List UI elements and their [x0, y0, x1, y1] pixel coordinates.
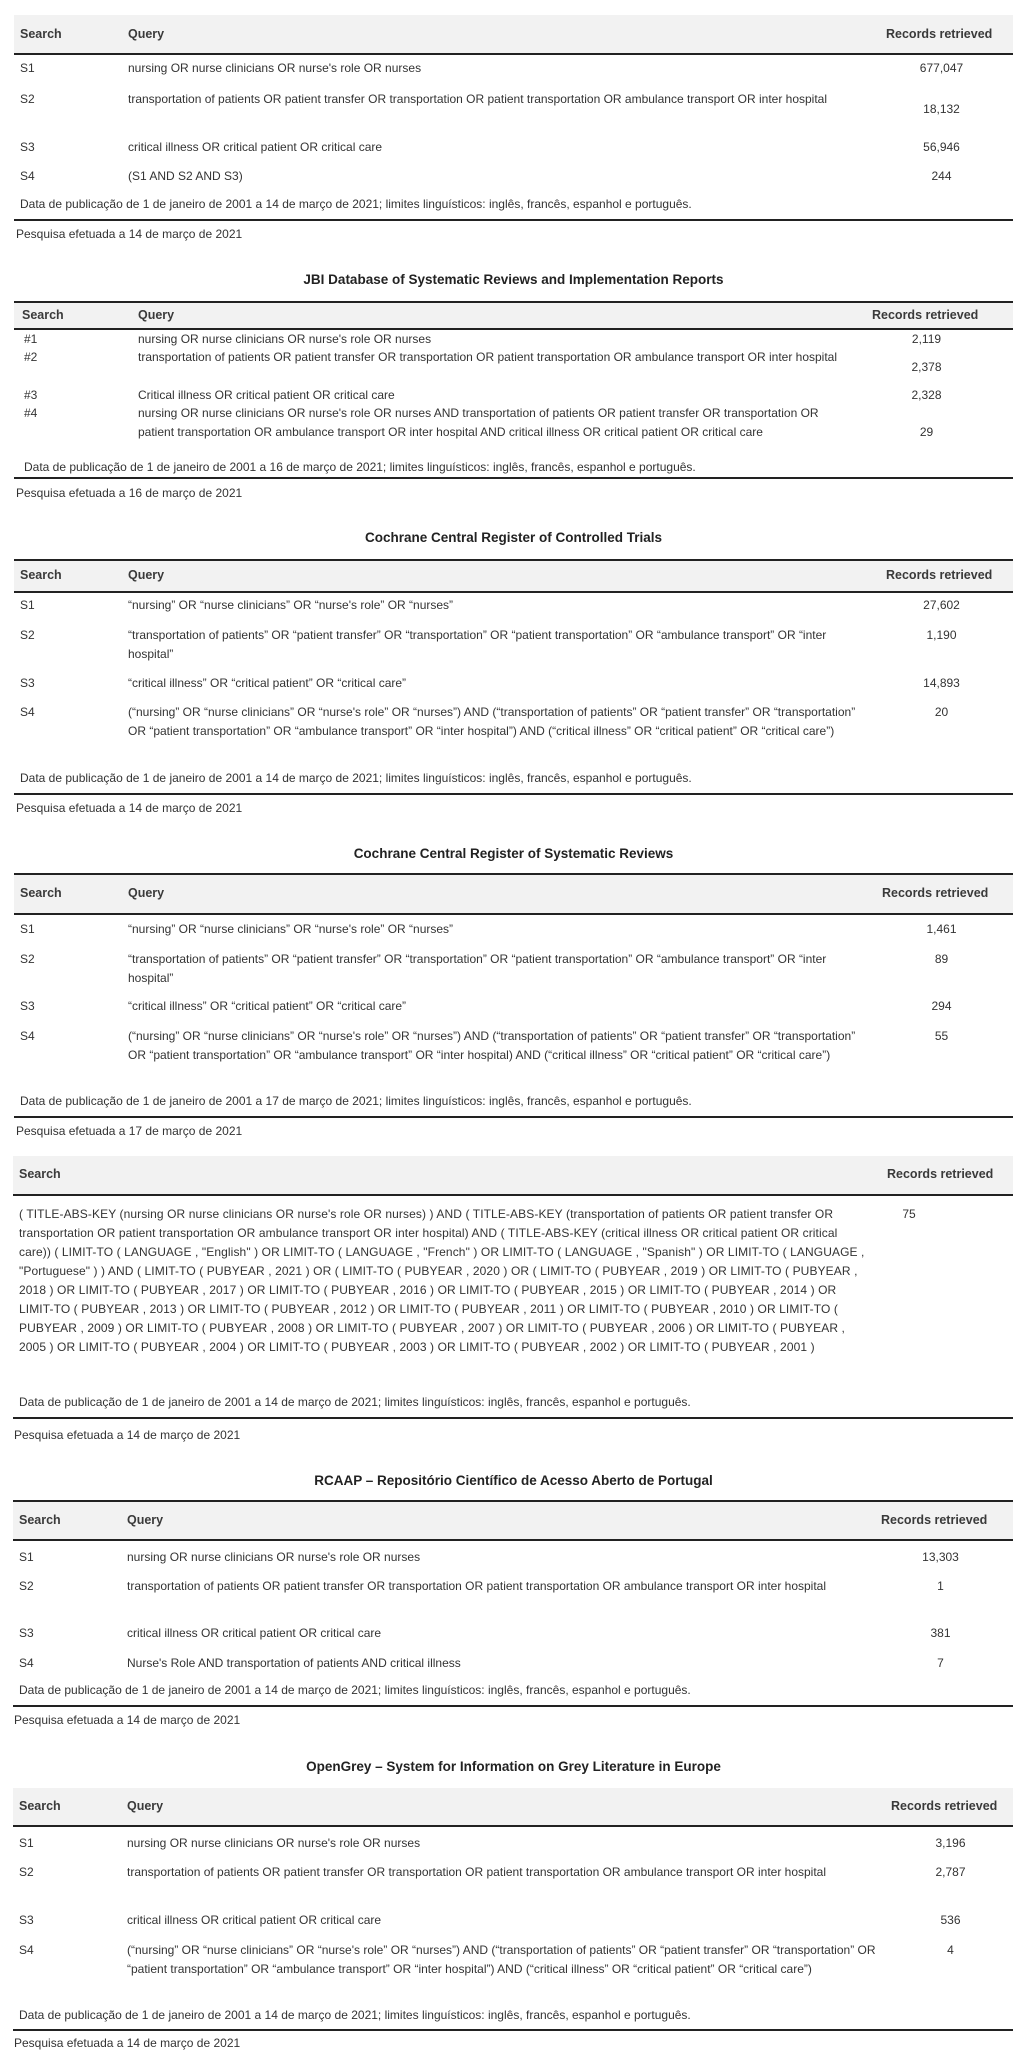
- header-search: Search: [20, 27, 62, 41]
- cell-search: #3: [24, 388, 38, 402]
- header-query: Query: [128, 886, 165, 900]
- cell-query: (S1 AND S2 AND S3): [128, 169, 243, 183]
- cell-records: 2,328: [911, 388, 942, 402]
- cell-records: 2,378: [911, 360, 942, 374]
- cell-query: critical illness OR critical patient OR critical care: [127, 1626, 382, 1640]
- cell-search: S3: [20, 999, 35, 1013]
- cell-query: nursing OR nurse clinicians OR nurse's role OR nurses: [127, 1836, 421, 1850]
- cell-records: 1,461: [926, 922, 957, 936]
- table-note: Data de publicação de 1 de janeiro de 2001 a 17 de março de 2021; limites linguísticos: inglês, francês, espanhol e português.: [20, 1094, 692, 1108]
- cell-search: S4: [19, 1943, 34, 1957]
- table-note: Data de publicação de 1 de janeiro de 2001 a 14 de março de 2021; limites linguísticos: inglês, francês, espanhol e português.: [19, 1395, 691, 1409]
- cell-query: “critical illness” OR “critical patient” OR “critical care”: [128, 676, 407, 690]
- cell-search: S1: [20, 922, 35, 936]
- cell-query: (“nursing” OR “nurse clinicians” OR “nurse's role” OR “nurses”) AND (“transportation of patients” OR “patient transfer” OR “transportation” OR “patient transportation” OR “ambulance transport” OR “inter hospital”) AND (“critical illness” OR “critical patient” OR “critical care”): [127, 1943, 876, 1976]
- search-date: Pesquisa efetuada a 17 de março de 2021: [16, 1124, 243, 1138]
- cell-search: S2: [20, 92, 35, 106]
- search-date: Pesquisa efetuada a 16 de março de 2021: [16, 486, 243, 500]
- cell-query: nursing OR nurse clinicians OR nurse's role OR nurses: [127, 1550, 421, 1564]
- table-note: Data de publicação de 1 de janeiro de 2001 a 14 de março de 2021; limites linguísticos: inglês, francês, espanhol e português.: [19, 1683, 691, 1697]
- cell-query: Nurse's Role AND transportation of patients AND critical illness: [127, 1656, 461, 1670]
- cell-search: #2: [24, 350, 38, 364]
- table-header: [14, 875, 1013, 915]
- cell-query: critical illness OR critical patient OR critical care: [128, 140, 383, 154]
- cell-search: #4: [24, 406, 38, 420]
- cell-records: 677,047: [919, 61, 964, 75]
- search-date: Pesquisa efetuada a 14 de março de 2021: [14, 1428, 241, 1442]
- cell-records: 1,190: [926, 628, 957, 642]
- table-bottom-border: [13, 1417, 1013, 1419]
- search-date: Pesquisa efetuada a 14 de março de 2021: [16, 227, 243, 241]
- header-query: Query: [128, 27, 165, 41]
- cell-records: 3,196: [935, 1836, 966, 1850]
- table-note: Data de publicação de 1 de janeiro de 2001 a 16 de março de 2021; limites linguísticos: inglês, francês, espanhol e português.: [24, 460, 696, 474]
- header-search: Search: [20, 568, 62, 582]
- cell-records: 13,303: [922, 1550, 959, 1564]
- cell-records: 56,946: [923, 140, 960, 154]
- cell-records: 2,787: [935, 1865, 966, 1879]
- table-header: [14, 561, 1013, 593]
- cell-search: S1: [20, 598, 35, 612]
- cell-records: 89: [934, 952, 949, 966]
- table-header: [14, 15, 1013, 55]
- table-title: Cochrane Central Register of Controlled Trials: [364, 530, 663, 545]
- cell-search: S3: [20, 140, 35, 154]
- cell-query: (“nursing” OR “nurse clinicians” OR “nurse's role” OR “nurses”) AND (“transportation of patients” OR “patient transfer” OR “transportation” OR “patient transportation” OR “ambulance transport” OR “inter hospital) AND (“critical illness” OR “critical patient” OR “critical care”): [128, 1029, 856, 1062]
- table-bottom-border: [13, 1705, 1013, 1707]
- table-header: [13, 1502, 1013, 1541]
- cell-query: “nursing” OR “nurse clinicians” OR “nurse's role” OR “nurses”: [128, 598, 454, 612]
- cell-query: (“nursing” OR “nurse clinicians” OR “nurse's role” OR “nurses”) AND (“transportation of patients” OR “patient transfer” OR “transportation” OR “patient transportation” OR “ambulance transport” OR “inter hospital”) AND (“critical illness” OR “critical patient” OR “critical care”): [128, 705, 856, 738]
- header-search: Search: [20, 886, 62, 900]
- table-bottom-border: [13, 2029, 1013, 2031]
- cell-records: 2,119: [911, 332, 942, 346]
- cell-search: S2: [19, 1579, 34, 1593]
- table-title: Cochrane Central Register of Systematic Reviews: [353, 846, 674, 861]
- header-records: Records retrieved: [882, 886, 989, 900]
- cell-query: “nursing” OR “nurse clinicians” OR “nurse's role” OR “nurses”: [128, 922, 454, 936]
- table-body: [14, 15, 1013, 55]
- cell-search: #1: [24, 332, 38, 346]
- cell-search: S1: [20, 61, 35, 75]
- header-query: Query: [128, 568, 165, 582]
- table-header: [14, 303, 1013, 330]
- header-records: Records retrieved: [887, 1167, 994, 1181]
- table-note: Data de publicação de 1 de janeiro de 2001 a 14 de março de 2021; limites linguísticos: inglês, francês, espanhol e português.: [20, 197, 692, 211]
- table-header: [13, 1156, 1013, 1196]
- cell-query: critical illness OR critical patient OR critical care: [127, 1913, 382, 1927]
- cell-records: 18,132: [923, 102, 960, 116]
- cell-search: S3: [20, 676, 35, 690]
- cell-records: 381: [930, 1626, 951, 1640]
- cell-search: S4: [20, 1029, 35, 1043]
- cell-records: 244: [931, 169, 952, 183]
- cell-query: nursing OR nurse clinicians OR nurse's role OR nurses: [138, 332, 432, 346]
- cell-query: transportation of patients OR patient transfer OR transportation OR patient transportation OR ambulance transport OR inter hospital: [128, 92, 828, 106]
- cell-search: S2: [19, 1865, 34, 1879]
- cell-query: “transportation of patients” OR “patient transfer” OR “transportation” OR “patient transportation” OR “ambulance transport” OR “inter hospital”: [128, 628, 827, 661]
- table-title: JBI Database of Systematic Reviews and Implementation Reports: [303, 272, 724, 287]
- header-records: Records retrieved: [881, 1513, 988, 1527]
- cell-search: S3: [19, 1913, 34, 1927]
- cell-search: S4: [20, 169, 35, 183]
- table-header: [13, 1788, 1013, 1827]
- search-date: Pesquisa efetuada a 14 de março de 2021: [14, 2036, 241, 2050]
- cell-search: S4: [19, 1656, 34, 1670]
- cell-search: S2: [20, 628, 35, 642]
- cell-query: transportation of patients OR patient transfer OR transportation OR patient transportation OR ambulance transport OR inter hospital: [138, 350, 838, 364]
- header-query: Query: [127, 1513, 164, 1527]
- cell-query: transportation of patients OR patient transfer OR transportation OR patient transportation OR ambulance transport OR inter hospital: [127, 1579, 827, 1593]
- cell-records: 536: [940, 1913, 961, 1927]
- search-date: Pesquisa efetuada a 14 de março de 2021: [14, 1713, 241, 1727]
- table-title: RCAAP – Repositório Científico de Acesso Aberto de Portugal: [314, 1473, 713, 1488]
- cell-records: 7: [937, 1656, 944, 1670]
- cell-records: 29: [919, 425, 934, 439]
- cell-query: Critical illness OR critical patient OR critical care: [138, 388, 395, 402]
- cell-records: 4: [947, 1943, 954, 1957]
- cell-query: “critical illness” OR “critical patient” OR “critical care”: [128, 999, 407, 1013]
- cell-search: S2: [20, 952, 35, 966]
- header-query: Query: [127, 1799, 164, 1813]
- table-bottom-border: [14, 1116, 1013, 1118]
- header-search: Search: [22, 308, 64, 322]
- cell-query: “transportation of patients” OR “patient transfer” OR “transportation” OR “patient transportation” OR “ambulance transport” OR “inter hospital”: [128, 952, 827, 985]
- header-records: Records retrieved: [886, 568, 993, 582]
- cell-query: nursing OR nurse clinicians OR nurse's role OR nurses: [128, 61, 422, 75]
- table-note: Data de publicação de 1 de janeiro de 2001 a 14 de março de 2021; limites linguísticos: inglês, francês, espanhol e português.: [19, 2008, 691, 2022]
- cell-records: 20: [934, 705, 949, 719]
- cell-query: transportation of patients OR patient transfer OR transportation OR patient transportation OR ambulance transport OR inter hospital: [127, 1865, 827, 1879]
- table-note: Data de publicação de 1 de janeiro de 2001 a 14 de março de 2021; limites linguísticos: inglês, francês, espanhol e português.: [20, 771, 692, 785]
- cell-search: S1: [19, 1836, 34, 1850]
- cell-records: 27,602: [923, 598, 960, 612]
- header-records: Records retrieved: [886, 27, 993, 41]
- cell-records: 75: [902, 1207, 916, 1221]
- header-query: Query: [138, 308, 175, 322]
- cell-search: S3: [19, 1626, 34, 1640]
- cell-records: 1: [937, 1579, 944, 1593]
- header-records: Records retrieved: [891, 1799, 998, 1813]
- cell-records: 294: [931, 999, 952, 1013]
- cell-search: S4: [20, 705, 35, 719]
- cell-records: 14,893: [923, 676, 960, 690]
- header-records: Records retrieved: [872, 308, 979, 322]
- search-date: Pesquisa efetuada a 14 de março de 2021: [16, 801, 243, 815]
- header-search: Search: [19, 1513, 61, 1527]
- cell-search: S1: [19, 1550, 34, 1564]
- table-title: OpenGrey – System for Information on Grey Literature in Europe: [306, 1759, 721, 1774]
- header-search: Search: [19, 1167, 61, 1181]
- table-bottom-border: [14, 219, 1013, 221]
- cell-query: nursing OR nurse clinicians OR nurse's role OR nurses AND transportation of patients OR patient transfer OR transportation OR patient transportation OR ambulance transport OR inter hospital AND critical illness OR critical patient OR critical care: [138, 406, 819, 439]
- cell-query: ( TITLE-ABS-KEY (nursing OR nurse clinicians OR nurse's role OR nurses) ) AND ( TITLE-ABS-KEY (transportation of patients OR patient transfer OR transportation OR patient transportation OR ambulance transport OR inter hospital) AND ( TITLE-ABS-KEY (critical illness OR critical patient OR critical care)) ( LIMIT-TO ( LANGUAGE , "English" ) OR LIMIT-TO ( LANGUAGE , "French" ) OR LIMIT-TO ( LANGUAGE , "Spanish" ) OR LIMIT-TO ( LANGUAGE , "Portuguese" ) ) AND ( LIMIT-TO ( PUBYEAR , 2021 ) OR ( LIMIT-TO ( PUBYEAR , 2020 ) OR ( LIMIT-TO ( PUBYEAR , 2019 ) OR LIMIT-TO ( PUBYEAR , 2018 ) OR LIMIT-TO ( PUBYEAR , 2017 ) OR LIMIT-TO ( PUBYEAR , 2016 ) OR LIMIT-TO ( PUBYEAR , 2015 ) OR LIMIT-TO ( PUBYEAR , 2014 ) OR LIMIT-TO ( PUBYEAR , 2013 ) OR LIMIT-TO ( PUBYEAR , 2012 ) OR LIMIT-TO ( PUBYEAR , 2011 ) OR LIMIT-TO ( PUBYEAR , 2010 ) OR LIMIT-TO ( PUBYEAR , 2009 ) OR LIMIT-TO ( PUBYEAR , 2008 ) OR LIMIT-TO ( PUBYEAR , 2007 ) OR LIMIT-TO ( PUBYEAR , 2006 ) OR LIMIT-TO ( PUBYEAR , 2005 ) OR LIMIT-TO ( PUBYEAR , 2004 ) OR LIMIT-TO ( PUBYEAR , 2003 ) OR LIMIT-TO ( PUBYEAR , 2002 ) OR LIMIT-TO ( PUBYEAR , 2001 ): [19, 1207, 865, 1354]
- table-bottom-border: [14, 477, 1013, 479]
- header-search: Search: [19, 1799, 61, 1813]
- table-bottom-border: [14, 793, 1013, 795]
- cell-records: 55: [934, 1029, 949, 1043]
